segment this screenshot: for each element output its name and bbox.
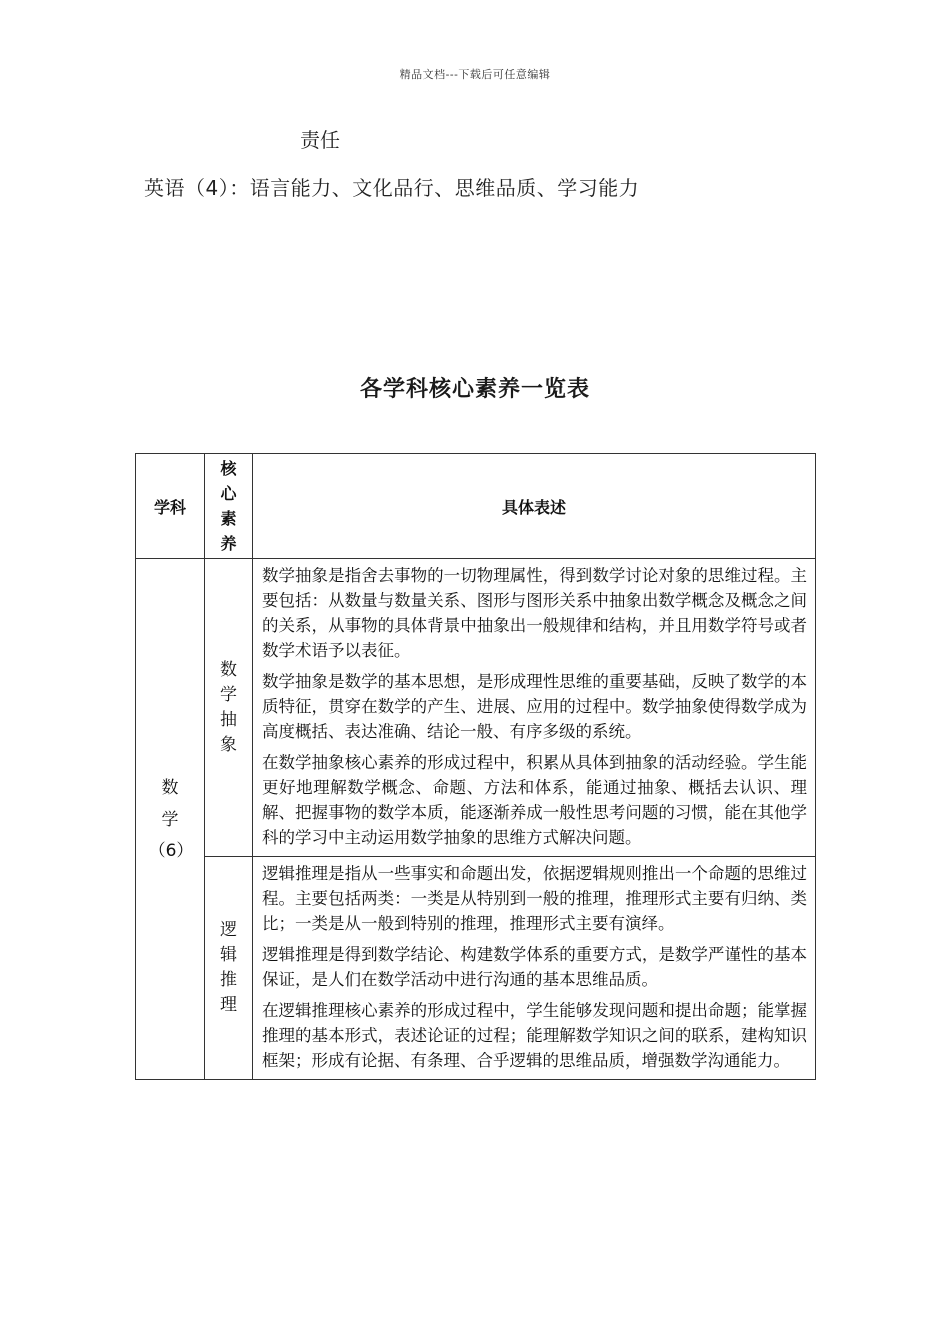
header-competency-label: 核心素养 xyxy=(220,459,237,553)
subject-name: 数学 xyxy=(161,778,179,830)
competency-label: 逻辑推理 xyxy=(220,920,237,1015)
description-cell xyxy=(253,559,816,857)
table-row xyxy=(136,857,816,1080)
description-paragraph: 逻辑推理是得到数学结论、构建数学体系的重要方式，是数学严谨性的基本保证，是人们在数学活动中进行沟通的基本思维品质。 xyxy=(262,945,807,989)
description-paragraph: 逻辑推理是指从一些事实和命题出发，依据逻辑规则推出一个命题的思维过程。主要包括两类：一类是从特别到一般的推理，推理形式主要有归纳、类比；一类是从一般到特别的推理，推理形式主要有演绎。 xyxy=(262,864,807,933)
header-description-label: 具体表述 xyxy=(501,497,566,517)
description-paragraph: 数学抽象是指舍去事物的一切物理属性，得到数学讨论对象的思维过程。主要包括：从数量与数量关系、图形与图形关系中抽象出数学概念及概念之间的关系，从事物的具体背景中抽象出一般规律和结构，并且用数学符号或者数学术语予以表征。 xyxy=(262,566,807,660)
table-header-row xyxy=(136,454,816,559)
core-competency-table xyxy=(135,453,816,1080)
header-subject-label: 学科 xyxy=(153,497,186,517)
table-row xyxy=(136,559,816,857)
header-description xyxy=(253,454,816,559)
description-paragraph: 在逻辑推理核心素养的形成过程中，学生能够发现问题和提出命题；能掌握推理的基本形式，表述论证的过程；能理解数学知识之间的联系，建构知识框架；形成有论据、有条理、合乎逻辑的思维品质，增强数学沟通能力。 xyxy=(262,1001,807,1070)
description-cell xyxy=(253,857,816,1080)
continued-text-line-1: 责任 xyxy=(300,128,340,152)
subject-count: （6） xyxy=(148,841,194,861)
competency-label: 数学抽象 xyxy=(220,659,237,755)
description-paragraph: 数学抽象是数学的基本思想，是形成理性思维的重要基础，反映了数学的本质特征，贯穿在数学的产生、进展、应用的过程中。数学抽象使得数学成为高度概括、表达准确、结论一般、有序多级的系统。 xyxy=(262,672,807,741)
description-paragraph: 在数学抽象核心素养的形成过程中，积累从具体到抽象的活动经验。学生能更好地理解数学概念、命题、方法和体系，能通过抽象、概括去认识、理解、把握事物的数学本质，能逐渐养成一般性思考问题的习惯，能在其他学科的学习中主动运用数学抽象的思维方式解决问题。 xyxy=(262,753,807,847)
document-title: 各学科核心素养一览表 xyxy=(359,377,590,402)
page-header: 精品文档---下载后可任意编辑 xyxy=(399,68,551,81)
header-subject xyxy=(136,454,205,559)
header-competency xyxy=(205,454,253,559)
competency-cell xyxy=(205,559,253,857)
english-competencies-line: 英语（4）：语言能力、文化品行、思维品质、学习能力 xyxy=(144,176,640,200)
competency-cell xyxy=(205,857,253,1080)
subject-cell xyxy=(136,559,205,1080)
